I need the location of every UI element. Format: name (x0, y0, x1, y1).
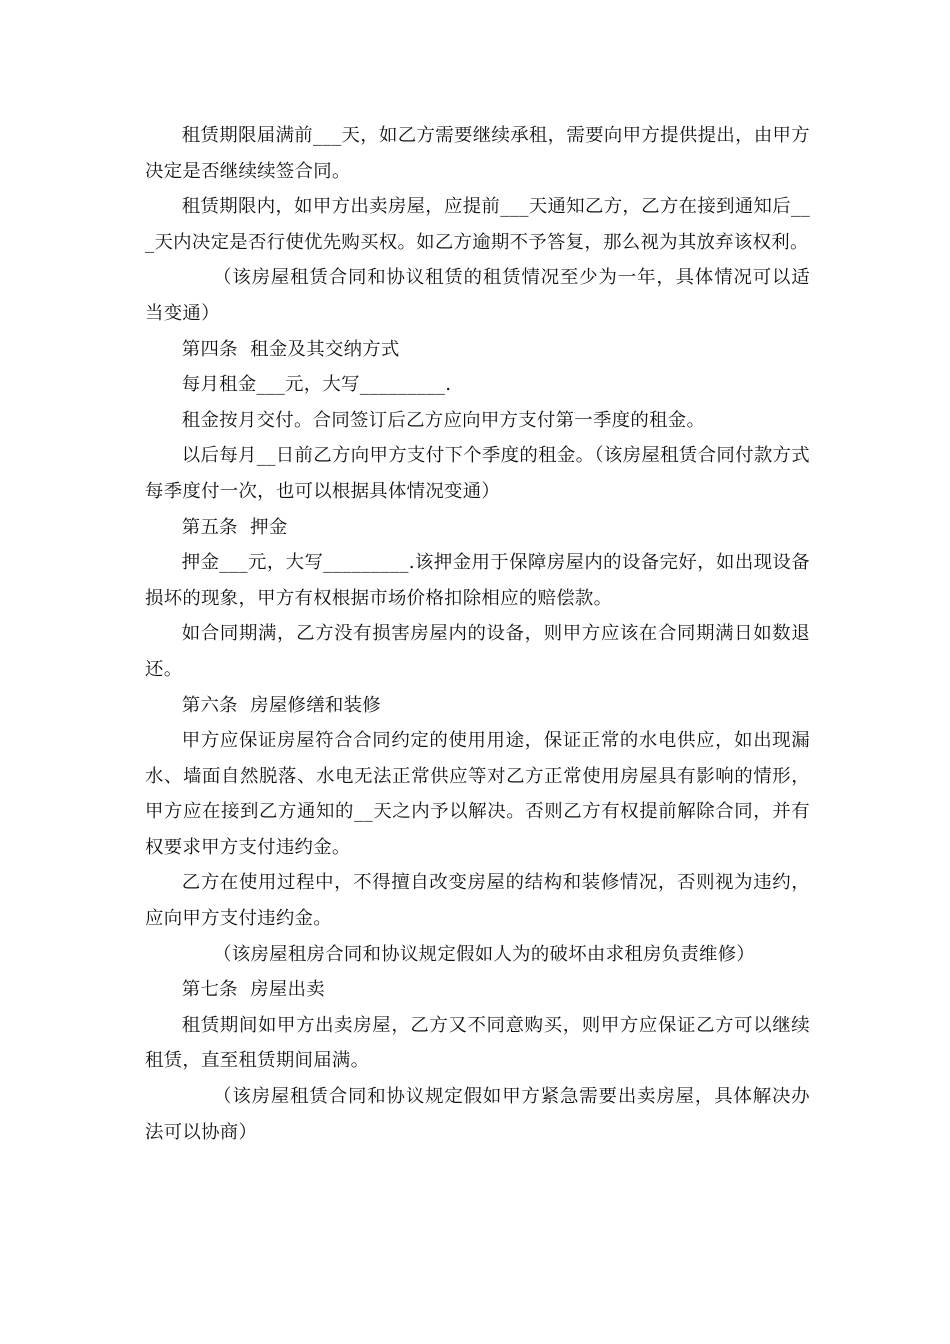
paragraph-sale-during-lease: 租赁期间如甲方出卖房屋，乙方又不同意购买，则甲方应保证乙方可以继续租赁，直至租赁期间届满。 (145, 1014, 810, 1072)
paragraph-rent-payment: 租金按月交付。合同签订后乙方应向甲方支付第一季度的租金。 (181, 409, 706, 431)
paragraph-preemptive-right: 租赁期限内，如甲方出卖房屋，应提前___天通知乙方，乙方在接到通知后___天内决定是否行使优先购买权。如乙方逾期不予答复，那么视为其放弃该权利。 (145, 196, 810, 253)
note-lease-term: （该房屋租赁合同和协议租赁的租赁情况至少为一年，具体情况可以适当变通） (145, 267, 810, 324)
paragraph-monthly-rent: 每月租金___元，大写_________. (181, 374, 452, 396)
note-urgent-sale: （该房屋租赁合同和协议规定假如甲方紧急需要出卖房屋，具体解决办法可以协商） (145, 1086, 810, 1143)
heading-article-4: 第四条 租金及其交纳方式 (181, 338, 400, 360)
heading-article-5: 第五条 押金 (181, 516, 288, 538)
paragraph-deposit: 押金___元，大写_________.该押金用于保障房屋内的设备完好，如出现设备损坏的现象，甲方有权根据市场价格扣除相应的赔偿款。 (145, 552, 810, 609)
document-body (145, 118, 810, 1150)
heading-article-6: 第六条 房屋修缮和装修 (181, 694, 381, 716)
paragraph-quarterly-payment: 以后每月__日前乙方向甲方支付下个季度的租金。（该房屋租赁合同付款方式每季度付一次，也可以根据具体情况变通） (145, 445, 810, 502)
paragraph-tenant-alterations: 乙方在使用过程中，不得擅自改变房屋的结构和装修情况，否则视为违约，应向甲方支付违约金。 (145, 872, 810, 930)
paragraph-deposit-return: 如合同期满，乙方没有损害房屋内的设备，则甲方应该在合同期满日如数退还。 (145, 623, 810, 680)
paragraph-renewal: 租赁期限届满前___天，如乙方需要继续承租，需要向甲方提供提出，由甲方决定是否继续续签合同。 (145, 125, 810, 182)
paragraph-landlord-repairs: 甲方应保证房屋符合合同约定的使用用途，保证正常的水电供应，如出现漏水、墙面自然脱落、水电无法正常供应等对乙方正常使用房屋具有影响的情形，甲方应在接到乙方通知的__天之内予以解决。否则乙方有权提前解除合同，并有权要求甲方支付违约金。 (145, 730, 810, 858)
note-damage-repairs: （该房屋租房合同和协议规定假如人为的破坏由求租房负责维修） (213, 943, 756, 965)
heading-article-7: 第七条 房屋出卖 (181, 979, 325, 1001)
